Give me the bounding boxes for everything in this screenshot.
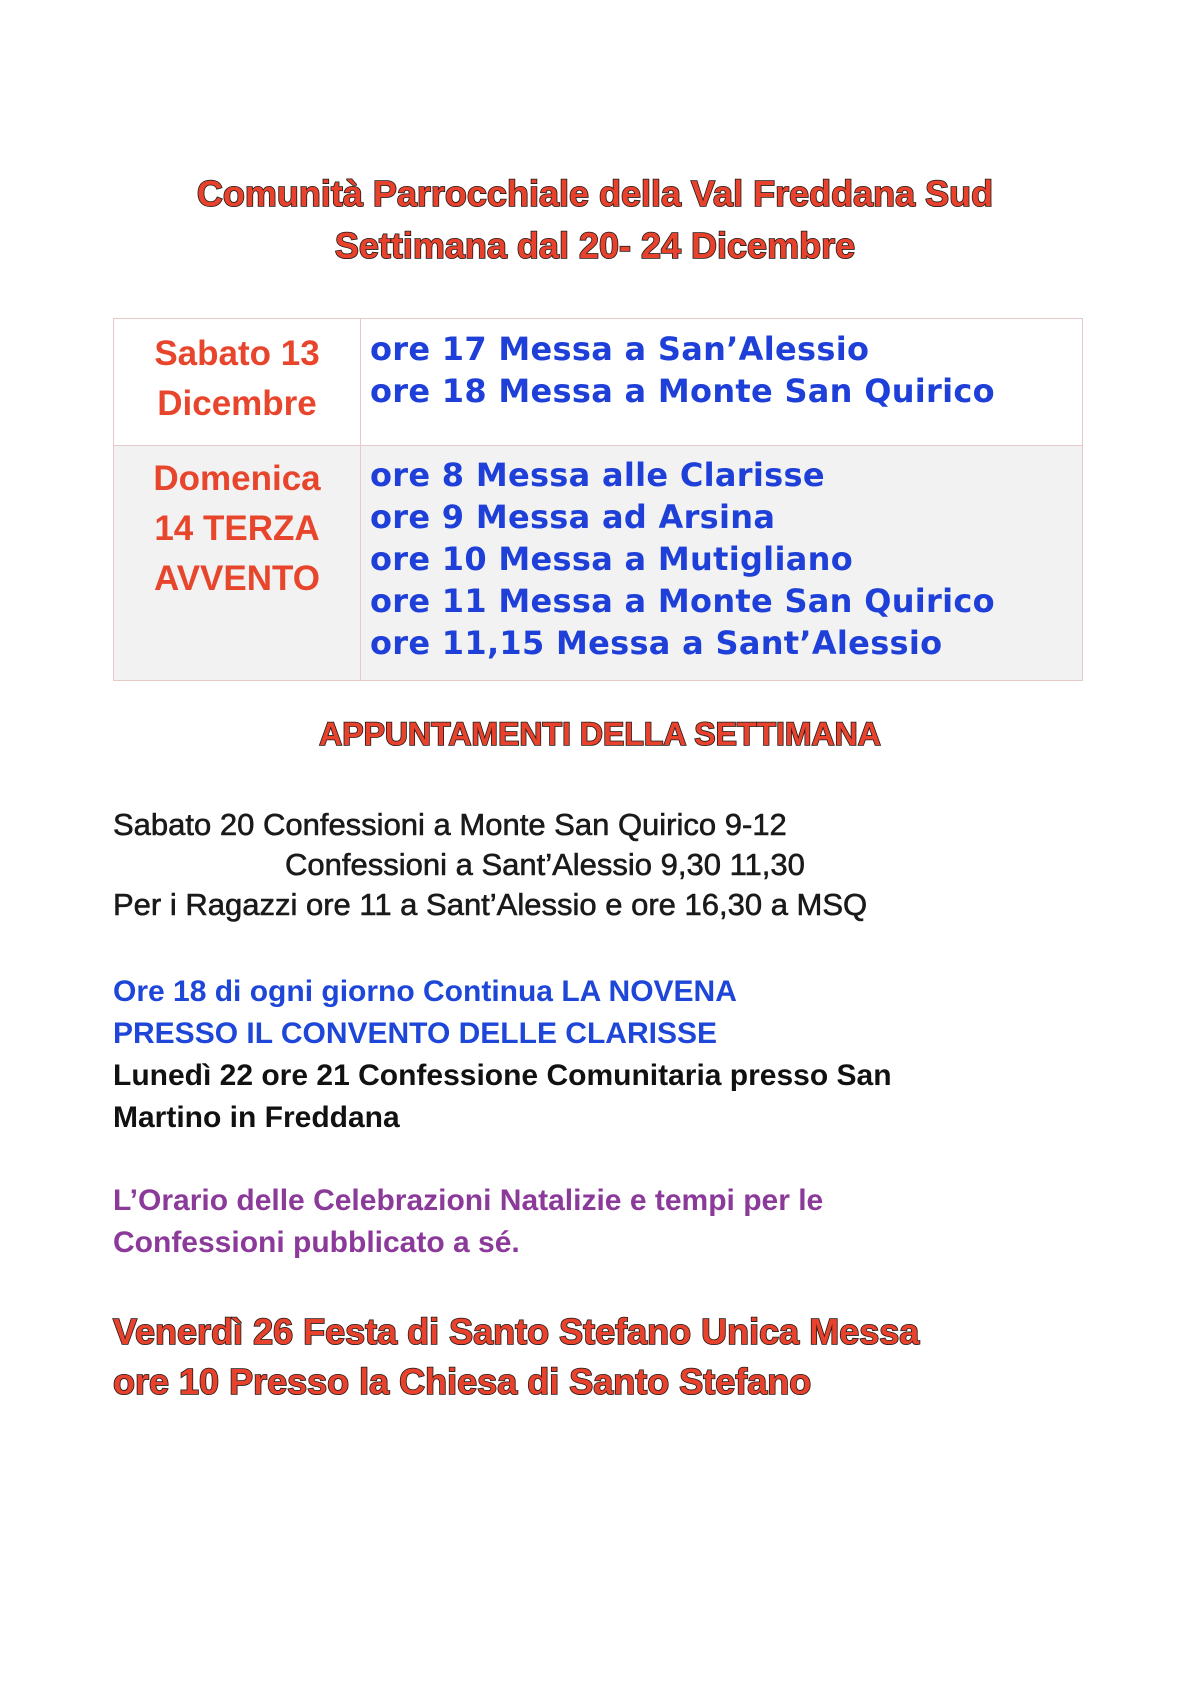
mass-schedule-table — [113, 318, 1083, 681]
parish-title: Comunità Parrocchiale della Val Freddana Sud — [196, 173, 994, 214]
appointments-title: APPUNTAMENTI DELLA SETTIMANA — [319, 716, 881, 752]
mass-time: ore 17 Messa a San’Alessio — [370, 330, 870, 368]
mass-time: ore 18 Messa a Monte San Quirico — [370, 372, 995, 410]
mass-time: ore 9 Messa ad Arsina — [370, 498, 776, 536]
novena-line: Ore 18 di ogni giorno Continua LA NOVENA — [113, 975, 737, 1008]
day-label: Domenica — [153, 459, 321, 498]
novena-line: PRESSO IL CONVENTO DELLE CLARISSE — [113, 1017, 717, 1050]
week-title: Settimana dal 20- 24 Dicembre — [334, 225, 856, 266]
mass-time: ore 8 Messa alle Clarisse — [370, 456, 825, 494]
day-label: AVVENTO — [154, 559, 320, 598]
masses-cell — [361, 446, 1083, 681]
confessions-block — [113, 805, 867, 925]
christmas-note — [113, 1180, 823, 1264]
day-cell — [114, 319, 361, 446]
page-header — [0, 168, 1190, 272]
table-row — [114, 319, 1083, 446]
santo-stefano-line: ore 10 Presso la Chiesa di Santo Stefano — [113, 1361, 812, 1402]
day-label: Sabato 13 — [154, 334, 320, 373]
christmas-note-line: L’Orario delle Celebrazioni Natalizie e tempi per le — [113, 1184, 824, 1217]
santo-stefano-notice — [113, 1307, 919, 1407]
christmas-note-line: Confessioni pubblicato a sé. — [113, 1226, 520, 1259]
santo-stefano-line: Venerdì 26 Festa di Santo Stefano Unica Messa — [113, 1311, 920, 1352]
masses-cell — [361, 319, 1083, 446]
table-row — [114, 446, 1083, 681]
mass-time: ore 11,15 Messa a Sant’Alessio — [370, 624, 943, 662]
day-label: 14 TERZA — [154, 509, 320, 548]
day-label: Dicembre — [157, 384, 317, 423]
confession-line: Confessioni a Sant’Alessio 9,30 11,30 — [285, 847, 805, 882]
community-confession-line: Lunedì 22 ore 21 Confessione Comunitaria presso San — [113, 1059, 892, 1092]
novena-block — [113, 971, 892, 1139]
confession-line: Sabato 20 Confessioni a Monte San Quirico 9-12 — [113, 807, 787, 842]
community-confession-line: Martino in Freddana — [113, 1101, 400, 1134]
mass-time: ore 11 Messa a Monte San Quirico — [370, 582, 995, 620]
confession-line: Per i Ragazzi ore 11 a Sant’Alessio e ore 16,30 a MSQ — [113, 887, 868, 922]
mass-time: ore 10 Messa a Mutigliano — [370, 540, 853, 578]
day-cell — [114, 446, 361, 681]
